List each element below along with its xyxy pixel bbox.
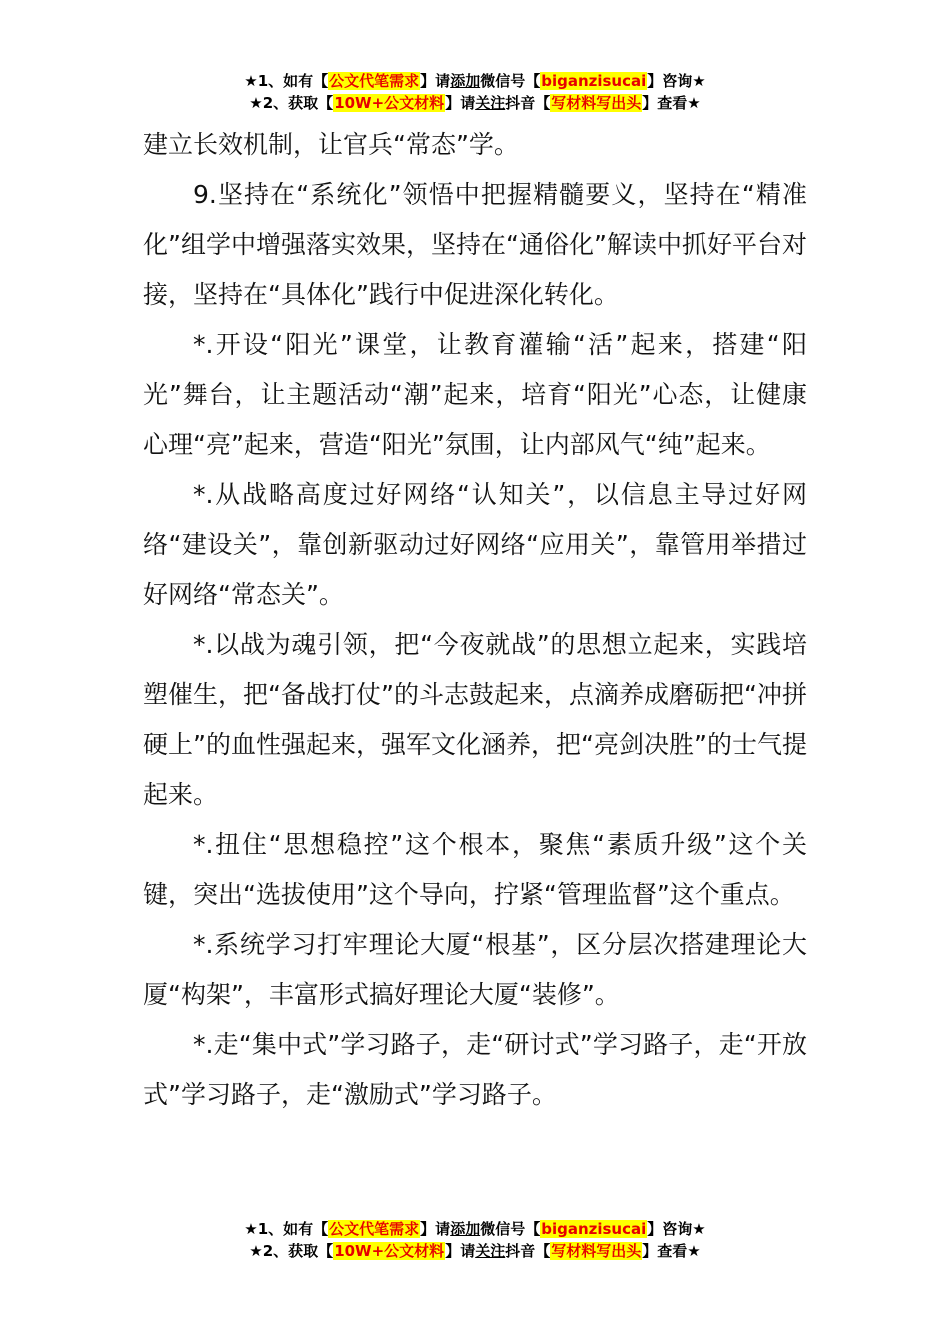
paragraph: *.走“集中式”学习路子，走“研讨式”学习路子，走“开放式”学习路子，走“激励式”学习路子。 xyxy=(143,1030,807,1109)
header-banner xyxy=(0,70,950,114)
banner-line-2 xyxy=(0,1240,950,1262)
banner-text: 】请 xyxy=(420,1220,451,1238)
banner-text: 】请 xyxy=(420,72,451,90)
paragraph: *.系统学习打牢理论大厦“根基”，区分层次搭建理论大厦“构架”，丰富形式搞好理论大厦“装修”。 xyxy=(143,930,807,1009)
banner-text: 】请 xyxy=(445,1242,476,1260)
banner-highlight: 10W+公文材料 xyxy=(334,94,445,112)
banner-underline: 添加 xyxy=(450,1220,481,1238)
banner-highlight: biganzisucai xyxy=(541,72,647,90)
banner-text: 】查看★ xyxy=(642,94,701,112)
banner-text: ★2、获取【 xyxy=(249,94,334,112)
banner-text: 】请 xyxy=(445,94,476,112)
banner-highlight: 写材料写出头 xyxy=(551,1242,642,1260)
paragraph: *.以战为魂引领，把“今夜就战”的思想立起来，实践培塑催生，把“备战打仗”的斗志鼓起来，点滴养成磨砺把“冲拼硬上”的血性强起来，强军文化涵养，把“亮剑决胜”的士气提起来。 xyxy=(143,630,807,809)
banner-underline: 关注 xyxy=(475,1242,506,1260)
banner-highlight: 10W+公文材料 xyxy=(334,1242,445,1260)
banner-highlight: 公文代笔需求 xyxy=(329,1220,420,1238)
paragraph: 9.坚持在“系统化”领悟中把握精髓要义，坚持在“精准化”组学中增强落实效果，坚持在“通俗化”解读中抓好平台对接，坚持在“具体化”践行中促进深化转化。 xyxy=(143,180,807,309)
banner-text: 】查看★ xyxy=(642,1242,701,1260)
banner-underline: 添加 xyxy=(450,72,481,90)
banner-text: ★1、如有【 xyxy=(244,72,329,90)
paragraph: *.扭住“思想稳控”这个根本，聚焦“素质升级”这个关键，突出“选拔使用”这个导向，拧紧“管理监督”这个重点。 xyxy=(143,830,807,909)
banner-underline: 关注 xyxy=(475,94,506,112)
banner-text: ★2、获取【 xyxy=(249,1242,334,1260)
footer-banner xyxy=(0,1218,950,1262)
banner-text: 微信号【 xyxy=(480,72,541,90)
banner-text: 】咨询★ xyxy=(647,72,706,90)
banner-line-1 xyxy=(0,70,950,92)
banner-highlight: 公文代笔需求 xyxy=(329,72,420,90)
banner-text: 抖音【 xyxy=(505,1242,551,1260)
banner-text: 微信号【 xyxy=(480,1220,541,1238)
banner-highlight: biganzisucai xyxy=(541,1220,647,1238)
paragraph: *.从战略高度过好网络“认知关”，以信息主导过好网络“建设关”，靠创新驱动过好网络“应用关”，靠管用举措过好网络“常态关”。 xyxy=(143,480,807,609)
banner-text: ★1、如有【 xyxy=(244,1220,329,1238)
banner-line-2 xyxy=(0,92,950,114)
banner-text: 】咨询★ xyxy=(647,1220,706,1238)
banner-highlight: 写材料写出头 xyxy=(551,94,642,112)
document-body xyxy=(143,120,807,1120)
paragraph: 建立长效机制，让官兵“常态”学。 xyxy=(143,130,519,159)
banner-text: 抖音【 xyxy=(505,94,551,112)
banner-line-1 xyxy=(0,1218,950,1240)
paragraph: *.开设“阳光”课堂，让教育灌输“活”起来，搭建“阳光”舞台，让主题活动“潮”起来，培育“阳光”心态，让健康心理“亮”起来，营造“阳光”氛围，让内部风气“纯”起来。 xyxy=(143,330,807,459)
